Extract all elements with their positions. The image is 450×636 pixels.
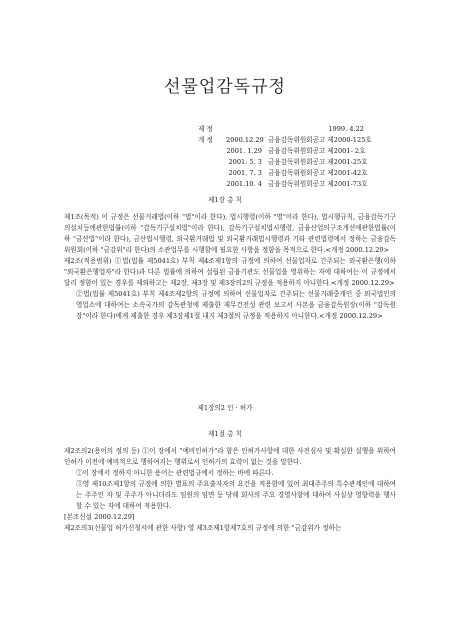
history-label	[198, 168, 213, 179]
history-label	[198, 157, 213, 168]
history-body: 금융감독위원회공고 제2001-73호	[268, 180, 368, 188]
section-heading: 제1절 총 칙	[208, 430, 242, 438]
history-label	[198, 179, 213, 190]
history-body: 금융감독위원회공고 제2001-25호	[268, 158, 368, 166]
article-2-2-para-1: 제2조의2(용어의 정의 등) ①이 장에서 "예비인허가"라 함은 인허가사항에 대한 사전심사 및 확실한 실행을 위하여 인허가 이전에 예비적으로 행하여지는 행위로서 인허가의 효력이 없는 것을 말한다.	[64, 447, 396, 466]
history-date: 2001.10. 4	[226, 180, 262, 188]
history-label	[198, 146, 213, 157]
chapter-heading: 제1장 총 칙	[208, 196, 242, 204]
history-body: 금융감독위원회공고 제2001- 2호	[268, 147, 366, 155]
history-date: 2001. 5. 3	[228, 158, 262, 166]
history-body: 금융감독위원회공고 제2001-42호	[268, 169, 368, 177]
history-date: 2001. 7. 3	[228, 169, 262, 177]
history-labels	[198, 124, 213, 190]
history-date: 2001. 1.29	[226, 147, 262, 155]
history-label: 개 정	[198, 136, 213, 144]
article-2-2-para-3: ③영 제10조제1항의 규정에 의한 별표의 주요출자자의 요건을 적용함에 있어 최대주주의 특수관계인에 대하여는 주주인 자 및 주주가 아니더라도 임원의 임면 등 당해 회사의 주요 경영사항에 대하여 사실상 영향력을 행사할 수 있는 자에 대하여 적용한다.	[76, 480, 396, 510]
article-1-block	[64, 212, 396, 322]
chapter-heading: 제1장의2 인 · 허가	[197, 404, 253, 412]
article-2-para-1: 제2조(적용범위) ①법(법률 제5041호) 부칙 제4조제1항의 규정에 의하여 선물업자로 간주되는 외국환은행(이하 "외국환은행업자"라 한다)과 다른 법률에 의하여 설립된 금융기관도 선물업을 영위하는 자에 대하여는 이 규정에서 달리 정함이 있는 경우를 제외하고는 제2장, 제3장 및 제3장의2의 규정을 적용하지 아니한다.<개정 2000.12.29>	[64, 257, 396, 287]
article-2-2-block	[64, 446, 396, 534]
history-date: 1999. 4.22	[328, 125, 364, 133]
history-date: 2000.12.29	[226, 136, 264, 144]
article-2-para-2: ②법(법률 제5041호) 부칙 제4조제2항의 규정에 의하여 선물업자로 간주되는 선물거래중개인 중 외국법인의 영업소에 대하여는 소속국가의 감독관청에 제출한 재무건전성 관련 보고서 사본을 금융감독원장(이하 "감독원장"이라 한다)에게 제출한 경우 제3장제1절 내지 제3절의 규정을 적용하지 아니한다.<개정 2000.12.29>	[76, 290, 396, 320]
article-1: 제1조(목적) 이 규정은 선물거래법(이하 "법"이라 한다), 법시행령(이하 "영"이라 한다), 법시행규칙, 금융감독기구의설치등에관한법률(이하 "감독기구설치법"이라 한다), 감독기구설치법시행령, 금융산업의구조개선에관한법률(이하 "금산법"이라 한다), 금산법시행령, 외국환거래법 및 외국환거래법시행령과 기타 관련법령에서 정하는 금융감독위원회(이하 "금감위"라 한다)의 소관업무를 시행함에 필요한 사항을 정함을 목적으로 한다.<개정 2000.12.29>	[64, 213, 396, 254]
history-bodies	[268, 124, 372, 190]
document-title: 선물업감독규정	[164, 77, 286, 97]
history-body: 금융감독위원회공고 제2000-125호	[268, 136, 372, 144]
article-2-3: 제2조의3(선물업 허가신청서에 관한 사항) 영 제3조제1항제7호의 규정에 의한 "금감위가 정하는	[64, 524, 342, 532]
history-label: 제 정	[198, 125, 213, 133]
article-2-2-note: [본조신설 2000.12.29]	[64, 513, 135, 521]
article-2-2-para-2: ②이 장에서 정하지 아니한 용어는 관련법규에서 정하는 바에 따른다.	[76, 469, 274, 477]
history-body	[268, 124, 372, 135]
